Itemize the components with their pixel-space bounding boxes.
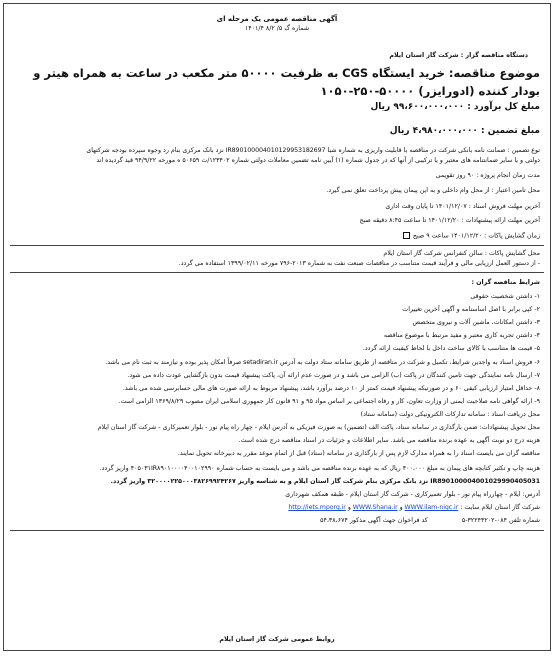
contact-line	[320, 517, 540, 525]
section-divider	[10, 245, 544, 246]
tender-subject-line-2: بودار کننده (ادورایزر) ۵۰۰۰۰-۲۵۰-۱۰۵۰	[320, 84, 540, 98]
payment-line-1: هزینه چاپ و تکثیر کتابچه های پیمان به مبلغ ۴۰۰،۰۰۰ ریال که به عهده برنده مناقصه می باشد و می بایست به حساب شماره ۴۰۵۰۳۱IR۸۹۰۱۰۰۰۰۴۰۰۱۰۲۹۹۰ واریز گردد.	[99, 465, 540, 472]
condition-item-7: ۷- ارسال نامه نمایندگی جهت تامین کنندگان در پاکت (ب) الزامی می باشد و در صورت عدم ارائه آن، پاکت پیشنهاد قیمت بدون بازگشایی عودت داده می شود.	[127, 372, 540, 379]
section-divider	[10, 272, 544, 273]
assessment-instruction: - از دستور العمل ارزیابی مالی و فرآیند قیمت متناسب در مناقصات صنعت نفت به شماره ۲۰۱۳-۷۹۶ مورخه ۱۳۹۹/۰۲/۱۱ استفاده می گردد.	[178, 260, 540, 267]
tender-subject-line-1: موضوع مناقصه: خرید ایستگاه CGS به ظرفیت ۵۰۰۰۰ متر مکعب در ساعت به همراه هیتر و	[33, 66, 540, 80]
guarantee-amount: مبلغ تضمین : ۴،۹۸۰،۰۰۰،۰۰۰ ریال	[389, 126, 540, 136]
condition-item: ۵- قیمت ها متناسب با کالای ساخت داخل با لحاظ کیفیت ارائه گردد.	[362, 345, 540, 352]
document-receipt-place: محل دریافت اسناد : سامانه تدارکات الکترونیکی دولت (سامانه ستاد)	[360, 411, 540, 418]
website-link-iets[interactable]: http://iets.mporg.ir	[288, 504, 346, 511]
delivery-place-line-3: مناقصه گران می بایست اسناد را به همراه مدارک لازم پس از بارگذاری در سامانه (ستاد) قبل از اتمام موعد مقرر به دبیرخانه تحویل نمایند.	[177, 450, 540, 457]
document-sale-deadline: آخرین مهلت فروش اسناد : ۱۴۰۱/۱۲/۰۷ تا پایان وقت اداری	[385, 203, 540, 210]
funding-source: محل تامین اعتبار : از محل وام داخلی و به این پیمان پیش پرداخت تعلق نمی گیرد.	[326, 187, 540, 194]
estimated-total-amount: مبلغ کل برآورد : ۹۹،۶۰۰،۰۰۰،۰۰۰ ریال	[370, 102, 540, 112]
website-link-shana[interactable]: WWW.Shana.ir	[352, 504, 398, 511]
notice-number: شماره گ ۵/ ۸/۲ ۱۴۰۱/۴	[244, 25, 310, 32]
opening-time	[402, 232, 540, 241]
delivery-place-line-1: محل تحویل پیشنهادات: ضمن بارگذاری در سامانه ستاد، پاکت الف (تضمین) به صورت فیزیکی به آدرس ایلام - چهار راه پیام نور - بلوار تعمیرکاری - شرکت گاز استان ایلام	[97, 424, 540, 431]
notice-title: آگهی مناقصه عمومی یک مرحله ای	[216, 15, 338, 23]
company-address: آدرس: ایلام - چهارراه پیام نور - بلوار تعمیرکاری - شرکت گاز استان ایلام - طبقه همکف شهرداری	[285, 491, 540, 498]
condition-item: ۱- داشتن شخصیت حقوقی	[470, 293, 540, 300]
phone-number: شماره تلفن ۰۸۴-۳۲۲۴۳۲۰۲-۵	[461, 517, 540, 524]
tender-notice-document	[3, 3, 551, 651]
delivery-place-line-2: هزینه درج دو نوبت آگهی به عهده برنده مناقصه می باشد. سایر اطلاعات و جزئیات در اسناد مناقصه درج شده است.	[238, 437, 540, 444]
conditions-heading: شرایط مناقصه گران :	[471, 279, 540, 286]
call-code: کد فراخوان جهت آگهی مذکور ۵۴،۳۸،۶۷۴	[320, 517, 428, 524]
guarantee-type-line-2: دولتی و یا سایر ضمانتنامه های معتبر و یا ترکیبی از آنها که در جدول شماره (۱) آیین نامه تضمین معاملات دولتی شماره ۱۲۳۴۰۲/ت ۵۰۶۵۹ ه مورخه ۹۴/۹/۲۲ قید گردیده اند	[96, 157, 540, 164]
website-link-ilam-nigc[interactable]: WWW.ilam-nigc.ir	[404, 504, 459, 511]
opening-time-text: زمان گشایش پاکات : ۱۴۰۱/۱۲/۲۰ ساعت ۹ صبح	[412, 232, 540, 240]
payment-line-2: IR890100004001029990405031 نزد بانک مرکزی بنام شرکت گاز استان ایلام و به شناسه واریز ۳۲۰۰۰۰۲۲۵۰۰۰۳۸۲۶۹۹۲۴۲۶۷ واریز گردد.	[110, 478, 540, 485]
section-divider	[10, 530, 544, 531]
condition-item: ۲- کپی برابر با اصل اساسنامه و آگهی آخرین تغییرات	[402, 306, 540, 313]
condition-item-6: ۶- فروش اسناد به واجدین شرایط، تکمیل و شرکت در مناقصه از طریق سامانه ستاد دولت به آدرس setadiran.ir صرفاً امکان پذیر بوده و نیازمند به ثبت نام می باشد.	[105, 359, 540, 366]
tendering-organization: دستگاه مناقصه گزار : شرکت گاز استان ایلام	[389, 52, 528, 59]
guarantee-type-line-1: نوع تضمین : ضمانت نامه بانکی شرکت در مناقصه با قابلیت واریزی به شماره شبا IR890100004010129953182697 نزد بانک مرکزی بنام رد وجوه سپرده بودجه شرکتهای	[86, 147, 540, 154]
website-line: شرکت گاز استان ایلام سایت : WWW.ilam-nigc.ir و WWW.Shana.ir و http://iets.mporg.ir	[288, 504, 540, 511]
public-relations-footer: روابط عمومی شرکت گاز استان ایلام	[219, 636, 335, 643]
website-label: شرکت گاز استان ایلام سایت :	[460, 504, 540, 511]
checkbox-square-icon	[403, 232, 410, 239]
condition-item-8: ۸- حداقل امتیاز ارزیابی کیفی ۶۰ و در صورتیکه پیشنهاد قیمت کمتر از ۱۰ درصد برآورد باشد، پیشنهاد مربوط به ارائه صورت های مالی حسابرسی شده می باشد.	[122, 385, 540, 392]
condition-item: ۳- داشتن امکانات، ماشین آلات و نیروی متخصص	[412, 319, 540, 326]
opening-place: محل گشایش پاکات : سالن کنفرانس شرکت گاز استان ایلام	[383, 250, 540, 257]
project-duration: مدت زمان انجام پروژه : ۹۰ روز تقویمی	[435, 172, 540, 179]
condition-item-9: ۹- ارائه گواهی نامه صلاحیت ایمنی از وزارت تعاون، کار و رفاه اجتماعی بر اساس مواد ۹۵ و ۹۱ قانون کار جمهوری اسلامی ایران مصوب ۱۳۶۹/۸/۲۹ الزامی است.	[118, 398, 540, 405]
condition-item: ۴- داشتن تجربه کاری معتبر و مفید مرتبط با موضوع مناقصه	[383, 332, 540, 339]
submission-deadline: آخرین مهلت ارائه پیشنهادات : ۱۴۰۱/۱۲/۲۰ تا ساعت ۸:۴۵ دقیقه صبح	[359, 217, 540, 224]
